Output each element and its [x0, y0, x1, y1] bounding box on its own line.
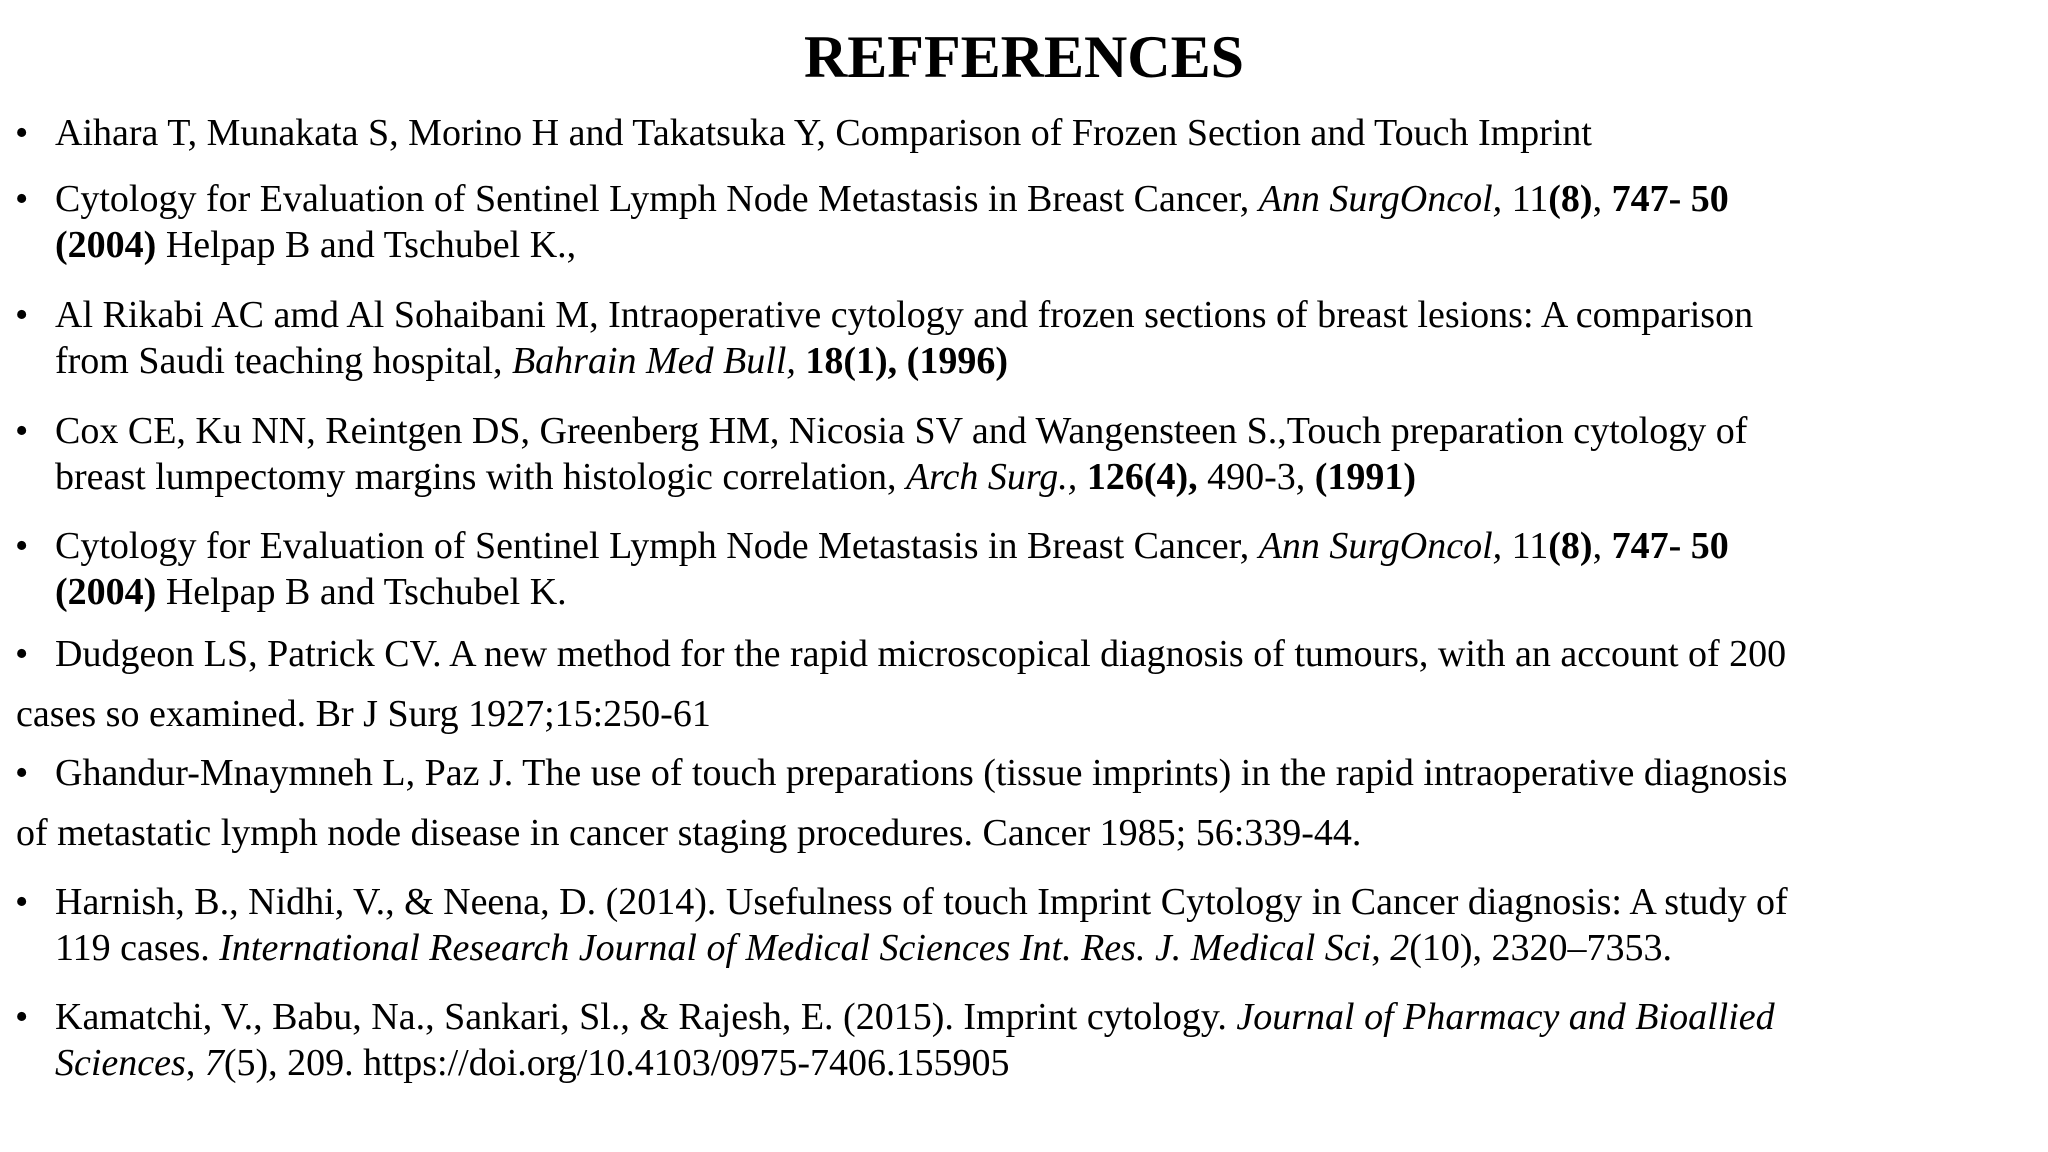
- reference-text: Dudgeon LS, Patrick CV. A new method for the rapid microscopical diagnosis of tumours, with an account of 200: [55, 633, 1787, 675]
- reference-item: [15, 994, 2030, 1086]
- reference-text: ,: [1371, 927, 1391, 969]
- journal-title: Ann SurgOncol,: [1258, 178, 1503, 220]
- reference-line: [16, 684, 2030, 744]
- citation-detail: 126(4),: [1086, 456, 1198, 498]
- journal-title: Ann SurgOncol,: [1258, 525, 1503, 567]
- reference-item: [15, 523, 2030, 615]
- reference-text: 11: [1502, 178, 1549, 220]
- reference-text: Kamatchi, V., Babu, Na., Sankari, Sl., & Rajesh, E. (2015). Imprint cytology.: [55, 996, 1237, 1038]
- reference-text: Ghandur-Mnaymneh L, Paz J. The use of touch preparations (tissue imprints) in the rapid intraoperative diagnosis: [55, 752, 1788, 794]
- reference-text: ,: [185, 1042, 205, 1084]
- citation-detail: (2004): [55, 571, 157, 613]
- bullet-marker: •: [15, 410, 29, 452]
- reference-text: (10), 2320–7353.: [1409, 927, 1673, 969]
- citation-detail: (8): [1548, 178, 1593, 220]
- reference-text: Harnish, B., Nidhi, V., & Neena, D. (2014). Usefulness of touch Imprint Cytology in Cancer diagnosis: A study of: [55, 881, 1788, 923]
- reference-text: [796, 340, 806, 382]
- reference-line: [16, 803, 2030, 863]
- journal-title: International Research Journal of Medical Sciences Int. Res. J. Medical Sci: [219, 927, 1372, 969]
- reference-item: [15, 624, 2030, 744]
- reference-line: [55, 994, 2030, 1040]
- reference-line: [55, 925, 2030, 971]
- citation-detail: (8): [1548, 525, 1593, 567]
- reference-text: Cytology for Evaluation of Sentinel Lymph Node Metastasis in Breast Cancer,: [55, 525, 1259, 567]
- reference-line: [55, 338, 2030, 384]
- reference-line: [55, 624, 2030, 684]
- reference-text: 11: [1502, 525, 1549, 567]
- reference-line: [55, 176, 2030, 222]
- reference-line: [55, 110, 2030, 156]
- journal-title: Bahrain Med Bull,: [511, 340, 796, 382]
- bullet-marker: •: [15, 752, 29, 794]
- reference-line: [55, 879, 2030, 925]
- bullet-marker: •: [15, 112, 29, 154]
- citation-detail: 747- 50: [1611, 178, 1729, 220]
- reference-item: [15, 110, 2030, 156]
- journal-title: Journal of Pharmacy and Bioallied: [1236, 996, 1775, 1038]
- journal-title: 7: [204, 1042, 224, 1084]
- bullet-marker: •: [15, 996, 29, 1038]
- bullet-marker: •: [15, 294, 29, 336]
- journal-title: Arch Surg.,: [905, 456, 1078, 498]
- citation-detail: (1991): [1314, 456, 1417, 498]
- reference-text: Cox CE, Ku NN, Reintgen DS, Greenberg HM, Nicosia SV and Wangensteen S.,Touch preparation cytology of: [55, 410, 1748, 452]
- bullet-marker: •: [15, 881, 29, 923]
- reference-item: [15, 408, 2030, 500]
- citation-detail: (2004): [55, 224, 157, 266]
- reference-text: breast lumpectomy margins with histologic correlation,: [55, 456, 906, 498]
- reference-item: [15, 176, 2030, 268]
- reference-text: Helpap B and Tschubel K.: [156, 571, 567, 613]
- bullet-marker: •: [15, 525, 29, 567]
- citation-detail: 747- 50: [1611, 525, 1729, 567]
- bullet-marker: •: [15, 633, 29, 675]
- reference-text: ,: [1592, 178, 1612, 220]
- reference-line: [55, 1040, 2030, 1086]
- reference-text: cases so examined. Br J Surg 1927;15:250-61: [16, 693, 711, 735]
- reference-text: Al Rikabi AC amd Al Sohaibani M, Intraoperative cytology and frozen sections of breast lesions: A comparison: [55, 294, 1754, 336]
- reference-line: [55, 408, 2030, 454]
- reference-item: [15, 292, 2030, 384]
- reference-text: (5), 209. https://doi.org/10.4103/0975-7406.155905: [223, 1042, 1010, 1084]
- reference-text: from Saudi teaching hospital,: [55, 340, 512, 382]
- reference-text: Cytology for Evaluation of Sentinel Lymph Node Metastasis in Breast Cancer,: [55, 178, 1259, 220]
- page-title: REFFERENCES: [803, 24, 1245, 90]
- reference-line: [55, 743, 2030, 803]
- bullet-marker: •: [15, 178, 29, 220]
- reference-text: Helpap B and Tschubel K.,: [156, 224, 577, 266]
- journal-title: 2: [1390, 927, 1410, 969]
- journal-title: Sciences: [55, 1042, 186, 1084]
- reference-line: [55, 523, 2030, 569]
- citation-detail: 18(1), (1996): [805, 340, 1008, 382]
- reference-text: of metastatic lymph node disease in cancer staging procedures. Cancer 1985; 56:339-44.: [16, 812, 1362, 854]
- reference-line: [55, 222, 2030, 268]
- reference-item: [15, 743, 2030, 863]
- reference-line: [55, 569, 2030, 615]
- reference-line: [55, 292, 2030, 338]
- reference-text: [1077, 456, 1087, 498]
- reference-item: [15, 879, 2030, 971]
- reference-text: 490-3,: [1197, 456, 1315, 498]
- reference-text: 119 cases.: [55, 927, 220, 969]
- reference-text: ,: [1592, 525, 1612, 567]
- reference-line: [55, 454, 2030, 500]
- reference-text: Aihara T, Munakata S, Morino H and Takatsuka Y, Comparison of Frozen Section and Touch Imprint: [55, 112, 1592, 154]
